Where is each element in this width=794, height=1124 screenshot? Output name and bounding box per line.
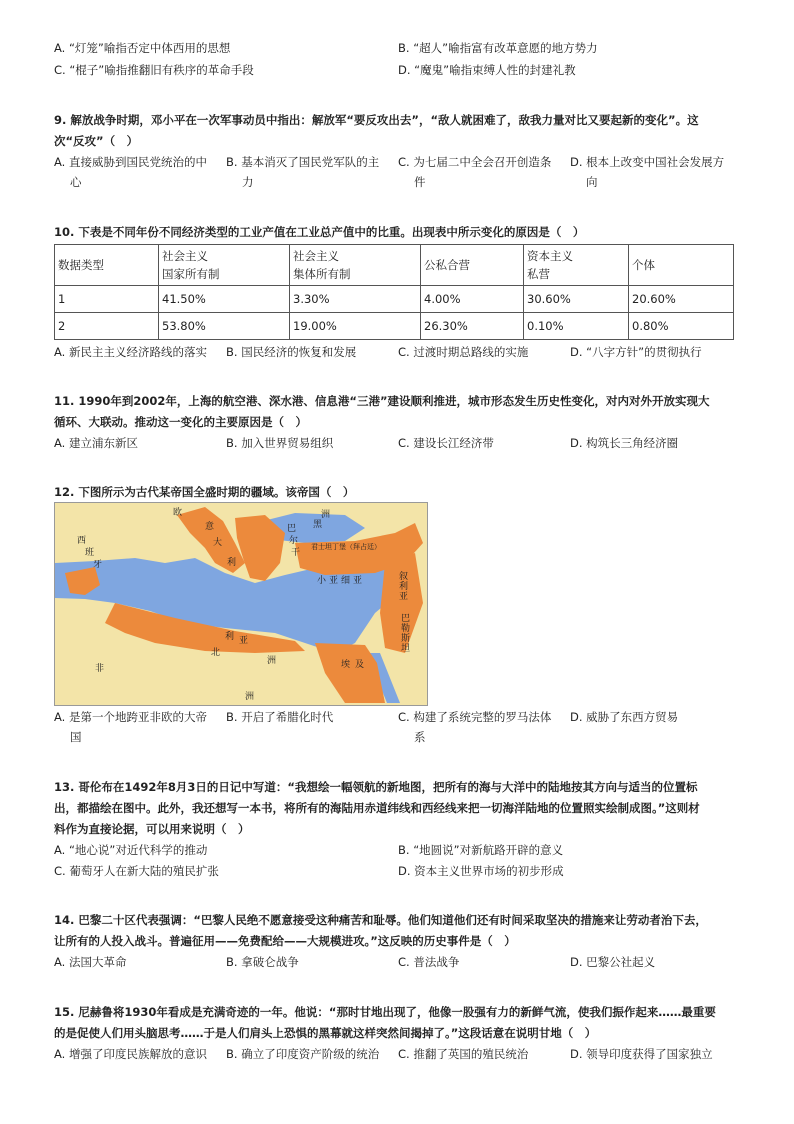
q9-stem-line2: 次“反攻”（ ） bbox=[54, 134, 139, 148]
q9-option-d-line2: 向 bbox=[586, 175, 598, 189]
q11-stem-line1: 11. 1990年到2002年，上海的航空港、深水港、信息港“三港”建设顺利推进，城市形态发生历史性变化，对内对外开放实现大 bbox=[54, 394, 710, 408]
q12-option-b[interactable]: B. 开启了希腊化时代 bbox=[226, 710, 334, 724]
map-label: 洲 bbox=[245, 692, 255, 702]
q12-option-a-line2: 国 bbox=[70, 730, 82, 744]
table-header-cell: 社会主义 国家所有制 bbox=[159, 245, 290, 286]
map-label: 利 bbox=[225, 632, 235, 642]
map-label: 亚 bbox=[239, 636, 249, 646]
map-label: 细 bbox=[341, 576, 351, 586]
q8-option-d[interactable]: D. “魔鬼”喻指束缚人性的封建礼教 bbox=[398, 63, 576, 77]
q9-option-c-line2: 件 bbox=[414, 175, 426, 189]
empire-territory-egypt bbox=[315, 643, 385, 703]
map-label: 洲 bbox=[321, 510, 331, 520]
table-cell: 19.00% bbox=[290, 313, 421, 340]
map-label: 北 bbox=[211, 648, 221, 658]
table-cell: 26.30% bbox=[421, 313, 524, 340]
q10-data-table bbox=[54, 244, 734, 340]
q14-option-d[interactable]: D. 巴黎公社起义 bbox=[570, 955, 656, 969]
q14-option-c[interactable]: C. 普法战争 bbox=[398, 955, 460, 969]
q13-option-d[interactable]: D. 资本主义世界市场的初步形成 bbox=[398, 864, 564, 878]
q10-option-d[interactable]: D. “八字方针”的贯彻执行 bbox=[570, 345, 702, 359]
q12-option-c-line1: C. 构建了系统完整的罗马法体 bbox=[398, 710, 552, 724]
q12-option-a-line1: A. 是第一个地跨亚非欧的大帝 bbox=[54, 710, 207, 724]
q11-option-b[interactable]: B. 加入世界贸易组织 bbox=[226, 436, 334, 450]
q8-option-a[interactable]: A. “灯笼”喻指否定中体西用的思想 bbox=[54, 41, 231, 55]
map-label: 叙 bbox=[399, 572, 409, 582]
q13-option-a[interactable]: A. “地心说”对近代科学的推动 bbox=[54, 843, 208, 857]
map-label: 亚 bbox=[329, 576, 339, 586]
q10-stem: 10. 下表是不同年份不同经济类型的工业产值在工业总产值中的比重。出现表中所示变化的原因是（ ） bbox=[54, 225, 585, 239]
q14-stem-line1: 14. 巴黎二十区代表强调：“巴黎人民绝不愿意接受这种痛苦和耻辱。他们知道他们还有时间采取坚决的措施来让劳动者治下去， bbox=[54, 913, 707, 927]
map-label: 洲 bbox=[267, 656, 277, 666]
map-label: 非 bbox=[95, 664, 105, 674]
map-label: 班 bbox=[85, 548, 95, 558]
q13-stem-line1: 13. 哥伦布在1492年8月3日的日记中写道：“我想绘一幅领航的新地图，把所有的海与大洋中的陆地按其方向与适当的位置标 bbox=[54, 780, 698, 794]
q15-option-b[interactable]: B. 确立了印度资产阶级的统治 bbox=[226, 1047, 380, 1061]
q11-option-d[interactable]: D. 构筑长三角经济圈 bbox=[570, 436, 679, 450]
table-header-cell: 资本主义 私营 bbox=[524, 245, 629, 286]
map-label: 亚 bbox=[353, 576, 363, 586]
q12-option-d[interactable]: D. 威胁了东西方贸易 bbox=[570, 710, 679, 724]
table-row bbox=[55, 313, 734, 340]
q12-stem: 12. 下图所示为古代某帝国全盛时期的疆域。该帝国（ ） bbox=[54, 485, 355, 499]
q11-stem-line2: 循环、大联动。推动这一变化的主要原因是（ ） bbox=[54, 415, 307, 429]
q9-option-a-line2: 心 bbox=[70, 175, 82, 189]
map-label: 大 bbox=[213, 538, 223, 548]
map-label: 亚 bbox=[399, 592, 409, 602]
map-label: 小 bbox=[317, 576, 327, 586]
table-cell: 4.00% bbox=[421, 286, 524, 313]
map-label: 尔 bbox=[289, 536, 299, 546]
map-label: 及 bbox=[355, 660, 365, 670]
map-label: 斯 bbox=[401, 634, 411, 644]
q14-option-a[interactable]: A. 法国大革命 bbox=[54, 955, 127, 969]
q10-option-a[interactable]: A. 新民主主义经济路线的落实 bbox=[54, 345, 207, 359]
q9-option-d-line1: D. 根本上改变中国社会发展方 bbox=[570, 155, 725, 169]
map-label: 埃 bbox=[341, 660, 351, 670]
q11-option-a[interactable]: A. 建立浦东新区 bbox=[54, 436, 138, 450]
map-label: 巴 bbox=[287, 524, 297, 534]
table-cell: 20.60% bbox=[629, 286, 734, 313]
q9-option-b[interactable] bbox=[226, 152, 379, 192]
table-cell: 41.50% bbox=[159, 286, 290, 313]
table-cell: 30.60% bbox=[524, 286, 629, 313]
q12-option-c-line2: 系 bbox=[414, 730, 426, 744]
table-header-cell: 数据类型 bbox=[55, 245, 159, 286]
empire-map bbox=[54, 502, 428, 706]
table-header-cell: 社会主义 集体所有制 bbox=[290, 245, 421, 286]
q9-option-c-line1: C. 为七届二中全会召开创造条 bbox=[398, 155, 552, 169]
map-label: 君士坦丁堡（拜占廷） bbox=[311, 543, 381, 551]
q15-stem-line1: 15. 尼赫鲁将1930年看成是充满奇迹的一年。他说：“那时甘地出现了，他像一股强有力的新鲜气流，使我们振作起来……最重要 bbox=[54, 1005, 716, 1019]
table-cell: 1 bbox=[55, 286, 159, 313]
map-label: 西 bbox=[77, 536, 87, 546]
q15-stem-line2: 的是促使人们用头脑思考……于是人们肩头上恐惧的黑幕就这样突然间揭掉了。”这段话意在说明甘地（ ） bbox=[54, 1026, 597, 1040]
table-cell: 3.30% bbox=[290, 286, 421, 313]
q13-stem-line2: 出，都描绘在图中。此外，我还想写一本书，将所有的海陆用赤道纬线和西经线来把一切海洋陆地的位置照实绘制成图。”这则材 bbox=[54, 801, 700, 815]
q10-option-b[interactable]: B. 国民经济的恢复和发展 bbox=[226, 345, 357, 359]
table-header-row bbox=[55, 245, 734, 286]
q9-option-a-line1: A. 直接威胁到国民党统治的中 bbox=[54, 155, 207, 169]
q14-option-b[interactable]: B. 拿破仑战争 bbox=[226, 955, 299, 969]
table-cell: 2 bbox=[55, 313, 159, 340]
q8-option-c[interactable]: C. “棍子”喻指推翻旧有秩序的革命手段 bbox=[54, 63, 254, 77]
q11-option-c[interactable]: C. 建设长江经济带 bbox=[398, 436, 494, 450]
empire-map-svg bbox=[55, 503, 427, 705]
q9-option-a[interactable] bbox=[54, 152, 207, 192]
q12-option-c[interactable] bbox=[398, 707, 551, 747]
map-label: 巴 bbox=[401, 614, 411, 624]
q8-option-b[interactable]: B. “超人”喻指富有改革意愿的地方势力 bbox=[398, 41, 598, 55]
map-label: 利 bbox=[399, 582, 409, 592]
table-cell: 0.80% bbox=[629, 313, 734, 340]
map-label: 牙 bbox=[93, 560, 103, 570]
table-header-cell: 公私合营 bbox=[421, 245, 524, 286]
q15-option-d[interactable]: D. 领导印度获得了国家独立 bbox=[570, 1047, 713, 1061]
q13-stem-line3: 料作为直接论据，可以用来说明（ ） bbox=[54, 822, 250, 836]
map-label: 坦 bbox=[401, 644, 411, 654]
map-label: 勒 bbox=[401, 624, 411, 634]
table-row bbox=[55, 286, 734, 313]
q15-option-c[interactable]: C. 推翻了英国的殖民统治 bbox=[398, 1047, 529, 1061]
map-label: 利 bbox=[227, 558, 237, 568]
table-cell: 0.10% bbox=[524, 313, 629, 340]
q10-option-c[interactable]: C. 过渡时期总路线的实施 bbox=[398, 345, 529, 359]
q9-option-c[interactable] bbox=[398, 152, 551, 192]
q13-option-b[interactable]: B. “地圆说”对新航路开辟的意义 bbox=[398, 843, 564, 857]
table-cell: 53.80% bbox=[159, 313, 290, 340]
table-header-cell: 个体 bbox=[629, 245, 734, 286]
q13-option-c[interactable]: C. 葡萄牙人在新大陆的殖民扩张 bbox=[54, 864, 219, 878]
map-label: 意 bbox=[205, 522, 215, 532]
q9-stem-line1: 9. 解放战争时期，邓小平在一次军事动员中指出：解放军“要反攻出去”，“敌人就困难了，敌我力量对比又要起新的变化”。这 bbox=[54, 113, 699, 127]
q12-option-a[interactable] bbox=[54, 707, 207, 747]
map-label: 黑 bbox=[313, 520, 323, 530]
q9-option-b-line2: 力 bbox=[242, 175, 254, 189]
q9-option-d[interactable] bbox=[570, 152, 724, 192]
q9-option-b-line1: B. 基本消灭了国民党军队的主 bbox=[226, 155, 380, 169]
q15-option-a[interactable]: A. 增强了印度民族解放的意识 bbox=[54, 1047, 207, 1061]
map-label: 欧 bbox=[173, 508, 183, 518]
q14-stem-line2: 让所有的人投入战斗。普遍征用——免费配给——大规模进攻。”这反映的历史事件是（ ） bbox=[54, 934, 516, 948]
map-label: 干 bbox=[291, 548, 301, 558]
